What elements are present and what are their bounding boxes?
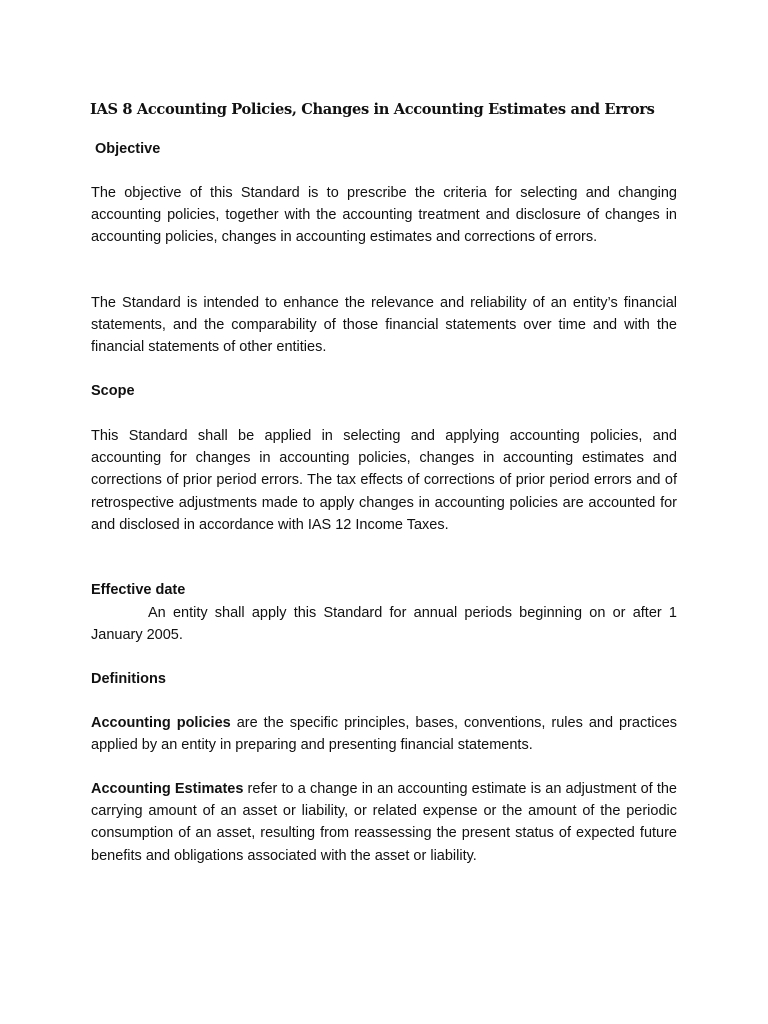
objective-paragraph-1: The objective of this Standard is to prescribe the criteria for selecting and changing accounting policies, together with the accounting treatment and disclosure of changes in accounting policies, changes in accounting estimates and corrections of errors. [91,185,677,246]
definition-accounting-estimates [91,778,677,867]
definition-term: Accounting policies [91,715,231,731]
scope-paragraph: This Standard shall be applied in selecting and applying accounting policies, and accounting for changes in accounting policies, changes in accounting estimates and corrections of prior period errors. The tax effects of corrections of prior period errors and of retrospective adjustments made to apply changes in accounting policies are accounted for and disclosed in accordance with IAS 12 Income Taxes. [91,428,677,533]
definition-accounting-policies [91,712,677,756]
objective-paragraph-2: The Standard is intended to enhance the relevance and reliability of an entity’s financial statements, and the comparability of those financial statements over time and with the financial statements of other entities. [91,295,677,356]
effective-date-paragraph: An entity shall apply this Standard for annual periods beginning on or after 1 January 2005. [91,605,677,644]
definitions-heading: Definitions [91,671,166,687]
definition-text: refer to a change in an accounting estimate is an adjustment of the carrying amount of an asset or liability, or related expense or the amount of the periodic consumption of an asset, resulting from reassessing the present status of expected future benefits and obligations associated with the asset or liability. [91,781,677,864]
document-title: IAS 8 Accounting Policies, Changes in Accounting Estimates and Errors [90,101,655,118]
effective-date-heading: Effective date [91,582,186,598]
definition-term: Accounting Estimates [91,781,244,797]
scope-heading: Scope [91,383,135,399]
definition-text: are the specific principles, bases, conventions, rules and practices applied by an entity in preparing and presenting financial statements. [91,715,678,754]
objective-heading: Objective [95,141,161,157]
